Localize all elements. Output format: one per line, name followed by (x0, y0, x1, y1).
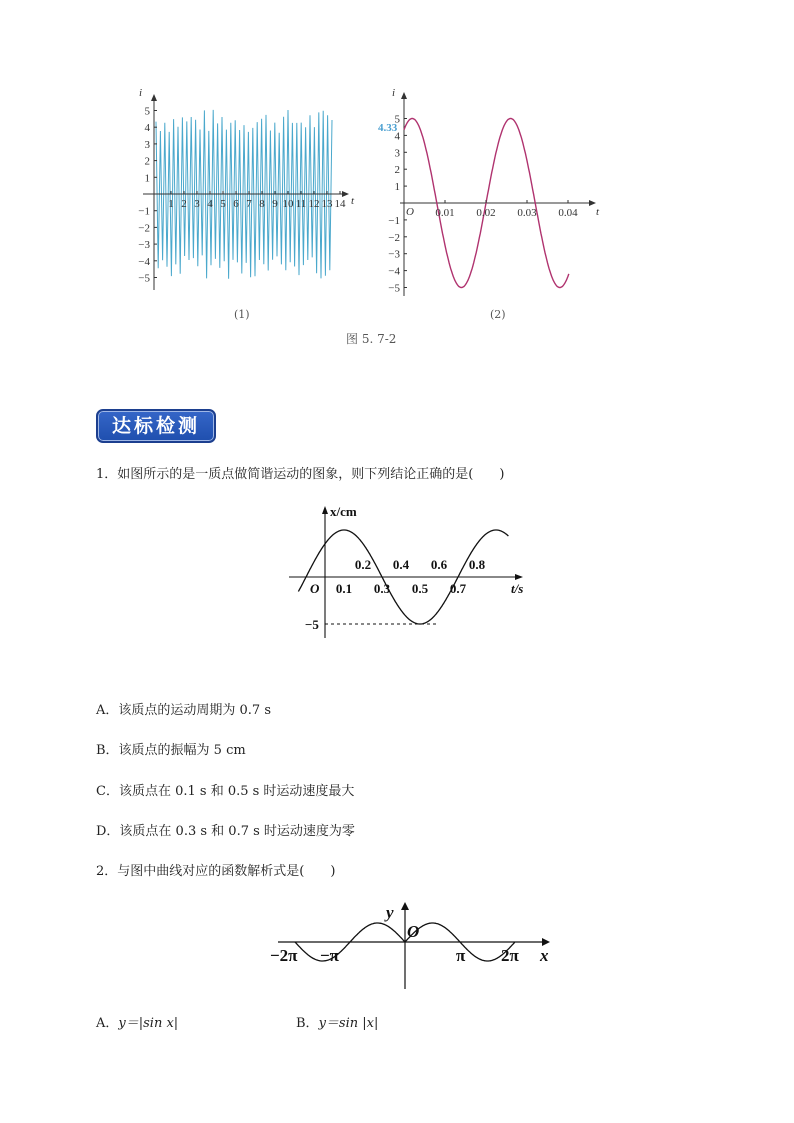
left-x-tick-label: 7 (246, 198, 252, 210)
left-x-tick-label: 2 (181, 198, 187, 210)
left-y-tick-label: −2 (138, 222, 150, 235)
left-chart-y-axis-label: i (139, 87, 143, 99)
left-x-tick-label: 3 (194, 198, 200, 210)
left-y-tick-label: 1 (144, 172, 150, 185)
right-y-tick-label: −1 (388, 214, 400, 227)
right-chart-y-arrow (401, 92, 407, 99)
q1-lower-tick-label: 0.5 (411, 581, 429, 596)
q2-x-label-2pi: 2π (501, 946, 519, 965)
left-x-tick-label: 9 (272, 198, 278, 210)
left-x-tick-label: 4 (207, 198, 213, 210)
question-1-option-b[interactable]: B．该质点的振幅为 5 cm (96, 743, 246, 758)
question-1-graph (285, 498, 540, 646)
left-chart-x-axis-label: t (351, 195, 355, 207)
left-x-tick-label: 1 (168, 198, 174, 210)
option-b-prefix: B． (296, 1016, 319, 1031)
q1-lower-tick-label: 0.3 (373, 581, 391, 596)
left-chart-y-arrow (151, 94, 157, 101)
left-current-chart (125, 82, 365, 307)
q1-y-axis-label: x/cm (330, 504, 357, 519)
q2-x-arrow (542, 938, 550, 946)
left-x-tick-label: 10 (282, 198, 294, 210)
left-x-tick-label: 6 (233, 198, 239, 210)
left-y-tick-label: 5 (144, 105, 150, 118)
question-1-option-c[interactable]: C．该质点在 0.1 s 和 0.5 s 时运动速度最大 (96, 784, 355, 799)
q2-y-arrow (401, 902, 409, 910)
question-2-option-a[interactable] (96, 1012, 178, 1031)
right-y-tick-label: 3 (394, 147, 400, 160)
left-y-tick-label: −3 (138, 239, 150, 252)
option-a-prefix: A． (96, 1016, 119, 1031)
right-y-tick-label: −5 (388, 282, 400, 295)
q1-lower-tick-label: 0.1 (335, 581, 353, 596)
option-a-formula: y＝|sin x| (118, 1016, 179, 1031)
q2-x-label-neg-pi: −π (320, 946, 340, 965)
left-y-tick-label: −4 (138, 255, 150, 268)
right-y-tick-label: 2 (394, 164, 400, 177)
q1-lower-tick-label: 0.7 (449, 581, 467, 596)
question-2-option-b[interactable] (296, 1012, 378, 1031)
right-chart-x-axis-label: t (596, 206, 600, 218)
left-y-tick-label: 3 (144, 138, 150, 151)
figure-caption: 图 5. 7-2 (346, 332, 397, 346)
right-chart-x-arrow (589, 200, 596, 206)
right-x-tick-label: 0.02 (476, 207, 496, 219)
q2-y-axis-label: y (386, 903, 394, 922)
left-x-tick-label: 14 (334, 198, 346, 210)
right-x-tick-label: 0.01 (435, 207, 455, 219)
option-b-formula: y＝sin |x| (318, 1016, 379, 1031)
question-1-option-a[interactable]: A．该质点的运动周期为 0.7 s (96, 703, 271, 718)
left-chart-x-arrow (342, 191, 349, 197)
right-current-chart (370, 82, 610, 307)
right-x-tick-label: 0.03 (517, 207, 537, 219)
q2-x-axis-label: x (540, 946, 549, 965)
question-1-stem: 1．如图所示的是一质点做简谐运动的图象，则下列结论正确的是( ) (96, 467, 505, 482)
right-y-tick-label: −4 (388, 265, 400, 278)
q1-x-axis-label: t/s (511, 581, 524, 596)
q1-origin-label: O (310, 581, 320, 596)
left-x-tick-label: 8 (259, 198, 265, 210)
left-y-tick-label: −5 (138, 272, 150, 285)
right-x-tick-label: 0.04 (558, 207, 578, 219)
left-x-tick-label: 13 (321, 198, 333, 210)
right-y-tick-label: 4 (394, 130, 400, 143)
left-x-tick-label: 11 (295, 198, 307, 210)
q2-origin-label: O (407, 922, 420, 941)
section-banner: 达标检测 (96, 409, 216, 443)
q1-upper-tick-label: 0.6 (430, 557, 448, 572)
right-y-tick-label: −2 (388, 231, 400, 244)
q2-x-label-pi: π (456, 946, 466, 965)
left-y-tick-label: 4 (144, 122, 150, 135)
q1-min-label: −5 (305, 617, 319, 632)
right-chart-peak-value-label: 4.33 (378, 122, 398, 134)
q1-y-arrow (322, 506, 328, 514)
right-y-tick-label: 1 (394, 181, 400, 194)
right-chart-sub-label: (2) (490, 308, 506, 321)
q1-upper-tick-label: 0.4 (392, 557, 410, 572)
left-chart-sub-label: (1) (234, 308, 250, 321)
right-y-tick-label: −3 (388, 248, 400, 261)
question-2-stem: 2．与图中曲线对应的函数解析式是( ) (96, 864, 336, 879)
question-1-option-d[interactable]: D．该质点在 0.3 s 和 0.7 s 时运动速度为零 (96, 824, 355, 839)
question-2-graph (268, 895, 558, 995)
right-y-tick-label: 5 (394, 113, 400, 126)
q2-x-label-neg-2pi: −2π (270, 946, 298, 965)
left-y-tick-label: −1 (138, 205, 150, 218)
right-chart-origin-label: O (406, 206, 414, 218)
q1-upper-tick-label: 0.8 (468, 557, 486, 572)
left-y-tick-label: 2 (144, 155, 150, 168)
q1-upper-tick-label: 0.2 (354, 557, 372, 572)
left-x-tick-label: 5 (220, 198, 226, 210)
left-x-tick-label: 12 (308, 198, 320, 210)
q1-x-arrow (515, 574, 523, 580)
right-chart-y-axis-label: i (392, 87, 396, 99)
